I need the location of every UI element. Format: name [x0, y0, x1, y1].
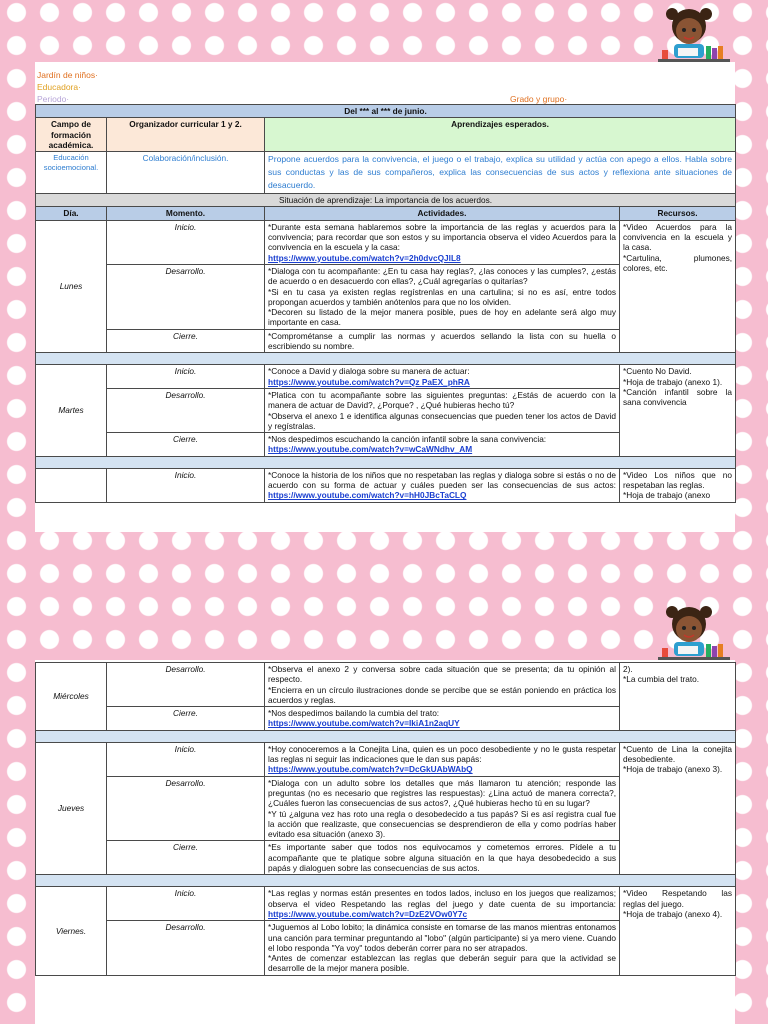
aprendizajes-header: Aprendizajes esperados.: [265, 118, 736, 152]
moment-desarrollo: Desarrollo.: [107, 776, 265, 841]
activity-line: *Observa el anexo 1 e identifica algunas consecuencias que pueden tener los actos de David y regístralas.: [268, 410, 616, 431]
resource-item: *Cuento de Lina la conejita desobediente.: [623, 743, 732, 765]
activity-text: [265, 887, 620, 921]
organizador-header: Organizador curricular 1 y 2.: [107, 118, 265, 152]
planning-table: [35, 104, 736, 503]
activity-line: *Juguemos al Lobo lobito; la dinámica consiste en tomarse de las manos mientras entonamos una canción para terminar preguntando al "lobo" (algún participante) si ya mero viene. Cuando el lobo responda "Ya voy" todos deberán correr para no ser atrapados.: [268, 922, 616, 953]
resource-item: *Video Los niños que no respetaban las reglas.: [623, 469, 733, 491]
video-link[interactable]: https://www.youtube.com/watch?v=2h0dvcQJlL8: [268, 252, 461, 263]
martes-inicio-text: *Conoce a David y dialoga sobre su manera de actuar:: [268, 366, 470, 377]
table-row: [36, 365, 736, 389]
resource-item: *Hoja de trabajo (anexo: [623, 490, 711, 501]
moment-inicio: Inicio.: [107, 468, 265, 502]
jardin-label[interactable]: Jardín de niños·: [37, 70, 98, 80]
miercoles-cierre-text: *Nos despedimos bailando la cumbia del trato:: [268, 708, 440, 719]
moment-desarrollo: Desarrollo.: [107, 921, 265, 975]
planning-table-continued: [35, 662, 736, 976]
activity-text: [265, 264, 620, 329]
moment-inicio: Inicio.: [107, 220, 265, 264]
table-row: [36, 742, 736, 776]
table-row: [36, 468, 736, 502]
moment-cierre: Cierre.: [107, 329, 265, 353]
song-link[interactable]: https://www.youtube.com/watch?v=wCaWNdhv_AM: [268, 444, 473, 455]
table-row: [36, 663, 736, 707]
resource-item: *Hoja de trabajo (anexo 3).: [623, 764, 723, 775]
resources-cell: [620, 663, 736, 731]
viernes-inicio-text: *Las reglas y normas están presentes en todos lados, incluso en los juegos que realizamos; observa el video Respetando las reglas del juego y date cuenta de su importancia:: [268, 888, 616, 909]
video-link[interactable]: https://www.youtube.com/watch?v=DcGkUAbWAbQ: [268, 764, 473, 775]
day-jueves: Jueves: [36, 742, 107, 875]
activity-line: *Encierra en un círculo ilustraciones donde se percibe que se están poniendo en práctica los acuerdos y reglas.: [268, 684, 616, 705]
activity-text: [265, 433, 620, 457]
moment-desarrollo: Desarrollo.: [107, 663, 265, 707]
periodo-label[interactable]: Periodo·: [37, 94, 70, 104]
girl-reading-illustration: [658, 600, 730, 660]
moment-cierre: Cierre.: [107, 841, 265, 875]
resource-item: *Hoja de trabajo (anexo 4).: [623, 908, 723, 919]
organizador-value: Colaboración/inclusión.: [107, 152, 265, 194]
activity-line: *Observa el anexo 2 y conversa sobre cada situación que se presenta; da tu opinión al respecto.: [268, 664, 616, 685]
video-link[interactable]: https://www.youtube.com/watch?v=Qz PaEX_phRA: [268, 376, 470, 387]
moment-inicio: Inicio.: [107, 742, 265, 776]
header-momento: Momento.: [107, 207, 265, 220]
table-row: [36, 887, 736, 921]
moment-desarrollo: Desarrollo.: [107, 388, 265, 432]
campo-value: Educación socioemocional.: [36, 152, 107, 194]
situacion-title: Situación de aprendizaje: La importancia de los acuerdos.: [36, 194, 736, 207]
activity-line: *Dialoga con un adulto sobre los detalles que más llamaron tu atención; responde las preguntas (no es necesario que registres las respuestas): ¿Lina actuó de manera correcta?, ¿Cuáles fueron las consecuencias de sus actos?, ¿Qué hubieras hecho tú en su lugar?: [268, 777, 616, 809]
day-lunes: Lunes: [36, 220, 107, 353]
header-actividades: Actividades.: [265, 207, 620, 220]
activity-text: *Es importante saber que todos nos equivocamos y cometemos errores. Pídele a tu acompañante que te platique sobre alguna situación en la que haya desobedecido a sus papás y dialoguen sobre las consecuencias de sus actos.: [265, 841, 620, 875]
resource-item: 2).: [623, 664, 633, 674]
moment-cierre: Cierre.: [107, 707, 265, 731]
moment-desarrollo: Desarrollo.: [107, 264, 265, 329]
activity-text: [265, 707, 620, 731]
resource-item: *Cartulina, plumones, colores, etc.: [623, 252, 733, 273]
activity-text: *Comprométanse a cumplir las normas y acuerdos sellando la lista con su huella o escribiendo su nombre.: [265, 329, 620, 353]
day-cell-empty: [36, 468, 107, 502]
activity-line: *Si en tu casa ya existen reglas regístrenlas en una cartulina; si no es así, entre todos propongan acuerdos y también anótenlos para que no los olviden.: [268, 286, 616, 307]
day-viernes: Viernes.: [36, 887, 107, 975]
day-separator: [36, 456, 736, 468]
moment-inicio: Inicio.: [107, 887, 265, 921]
day-separator: [36, 875, 736, 887]
resource-item: *Canción infantil sobre la sana convivencia: [623, 386, 733, 408]
song-link[interactable]: https://www.youtube.com/watch?v=IkiA1n2aqUY: [268, 718, 460, 729]
campo-header: Campo de formación académica.: [36, 118, 107, 152]
page-2: [35, 660, 735, 1024]
activity-text: [265, 776, 620, 841]
day-miercoles: Miércoles: [36, 663, 107, 731]
header-recursos: Recursos.: [620, 207, 736, 220]
girl-reading-illustration: [658, 2, 730, 62]
resource-item: *Hoja de trabajo (anexo 1).: [623, 376, 723, 387]
grado-grupo-label[interactable]: Grado y grupo·: [510, 94, 568, 104]
page-1: [35, 62, 735, 532]
activity-text: [265, 468, 620, 502]
header-dia: Día.: [36, 207, 107, 220]
day-separator: [36, 730, 736, 742]
resource-item: *Video Acuerdos para la convivencia en la escuela y la casa.: [623, 221, 733, 253]
activity-text: [265, 663, 620, 707]
resource-item: *La cumbia del trato.: [623, 674, 700, 685]
resources-cell: [620, 742, 736, 875]
jueves-inicio-text: *Hoy conoceremos a la Conejita Lina, quien es un poco desobediente y no le gusta respetar las reglas ni seguir las indicaciones que le dan sus papás:: [268, 743, 616, 765]
video-link[interactable]: https://www.youtube.com/watch?v=hH0JBcTaCLQ: [268, 490, 467, 501]
activity-text: [265, 220, 620, 264]
video-link[interactable]: https://www.youtube.com/watch?v=DzE2VOw0Y7c: [268, 908, 468, 919]
resources-cell: [620, 887, 736, 975]
activity-line: *Decoren su listado de la mejor manera posible, pues de hoy en adelante será algo muy importante en casa.: [268, 307, 616, 328]
activity-text: [265, 388, 620, 432]
lunes-inicio-text: *Durante esta semana hablaremos sobre la importancia de las reglas y acuerdos para la convivencia; para recordar que son estos y su importancia observa el video Acuerdos para la convivencia en la escuela y la casa:: [268, 221, 616, 253]
aprendizaje-value: Propone acuerdos para la convivencia, el juego o el trabajo, explica su utilidad y actúa con apego a ellos. Habla sobre sus conductas y las de sus compañeros, explica las consecuencias de sus actos y reflexiona ante situaciones de desacuerdo.: [265, 152, 736, 194]
miercoles-inicio-text: *Conoce la historia de los niños que no respetaban las reglas y dialoga sobre si estás o no de acuerdo con su forma de actuar y cuáles pueden ser las consecuencias de sus actos:: [268, 469, 616, 491]
activity-line: *Y tú ¿alguna vez has roto una regla o desobedecido a tus papás? Si es así registra cual fue la acción que realizaste, que consecuencias se desprendieron de ella y como podrías haber evitado esa situación (anexo 3).: [268, 808, 616, 840]
activity-line: *Platica con tu acompañante sobre las siguientes preguntas: ¿Estás de acuerdo con la manera de actuar de David?, ¿Porque? , ¿Qué hubieras hecho tú?: [268, 389, 616, 411]
resources-cell: [620, 468, 736, 502]
resources-cell: [620, 220, 736, 353]
resource-item: *Cuento No David.: [623, 366, 692, 377]
activity-text: [265, 921, 620, 975]
resources-cell: [620, 365, 736, 456]
educadora-label[interactable]: Educadora·: [37, 82, 81, 92]
day-separator: [36, 353, 736, 365]
martes-cierre-text: *Nos despedimos escuchando la canción infantil sobre la sana convivencia:: [268, 434, 547, 445]
document-header: [35, 62, 735, 104]
table-row: [36, 220, 736, 264]
activity-text: [265, 742, 620, 776]
moment-inicio: Inicio.: [107, 365, 265, 389]
week-title: Del *** al *** de junio.: [36, 105, 736, 118]
activity-line: *Dialoga con tu acompañante: ¿En tu casa hay reglas?, ¿las conoces y las cumples?, ¿estás de acuerdo o en desacuerdo con ellas?, ¿Cuál agregarías o quitarías?: [268, 265, 616, 287]
moment-cierre: Cierre.: [107, 433, 265, 457]
resource-item: *Video Respetando las reglas del juego.: [623, 888, 732, 909]
activity-text: [265, 365, 620, 389]
activity-line: *Antes de comenzar establezcan las reglas que deberán seguir para que la actividad se desarrolle de la mejor manera posible.: [268, 953, 616, 974]
day-martes: Martes: [36, 365, 107, 456]
